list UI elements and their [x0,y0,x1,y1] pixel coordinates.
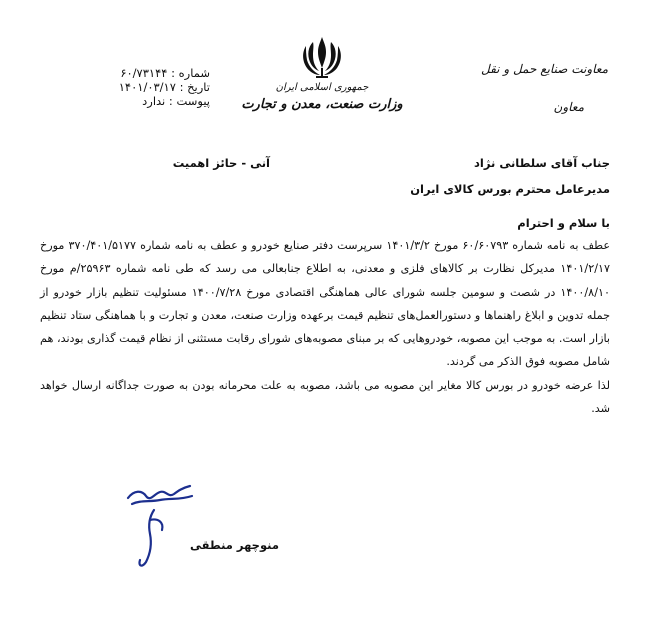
letter-date: تاریخ : ۱۴۰۱/۰۳/۱۷ [118,80,210,94]
letter-attachment: پیوست : ندارد [142,94,210,108]
issuing-unit [468,60,608,116]
ministry-title: وزارت صنعت، معدن و تجارت [241,97,403,112]
republic-title: جمهوری اسلامی ایران [275,82,369,93]
letter-number: شماره : ۶۰/۷۳۱۴۴ [120,66,210,80]
unit-title: معاونت صنایع حمل و نقل [481,62,608,76]
recipient-block [310,150,610,202]
recipient-name: جناب آقای سلطانی نژاد [474,156,610,170]
body-paragraph-2: لذا عرضه خودرو در بورس کالا مغایر این مصوبه می باشد، مصوبه به علت محرمانه بودن به صورت جداگانه ارسال خواهد شد. [40,378,610,416]
unit-position: معاون [553,100,584,114]
recipient-title: مدیرعامل محترم بورس کالای ایران [410,182,610,196]
handwritten-signature-icon [120,480,200,575]
greeting: با سلام و احترام [517,216,610,230]
body-paragraph-1: عطف به نامه شماره ۶۰/۶۰۷۹۳ مورخ ۱۴۰۱/۳/۲ سرپرست دفتر صنایع خودرو و عطف به نامه شماره ۳۷۰/۴۰۱/۵۱۷۷ مورخ ۱۴۰۱/۲/۱۷ مدیرکل نظارت بر کالاهای فلزی و معدنی، به اطلاع جنابعالی می رسد که طی نامه شماره ۲۵۹۶۳/م مورخ ۱۴۰۰/۸/۱۰ در شصت و سومین جلسه شورای عالی هماهنگی اقتصادی مورخ ۱۴۰۰/۷/۲۸ مسئولیت تنظیم بازار خودرو از جمله تدوین و ابلاغ راهنماها و دستورالعمل‌های تنظیم قیمت برعهده وزارت صنعت، معدن و تجارت و با هماهنگی ستاد تنظیم بازار است. به موجب این مصوبه، خودروهایی که بر مبنای مصوبه‌های شورای رقابت مستثنی از نظام قیمت گذاری بودند، هم شامل مصوبه فوق الذکر می گردند. [40,239,610,369]
signatory-name: منوچهر منطقی [190,538,279,552]
urgency-label: آنی - حائز اهمیت [172,156,270,170]
letter-body [40,234,610,420]
iran-emblem-icon [300,34,344,80]
letter-meta [60,66,210,108]
